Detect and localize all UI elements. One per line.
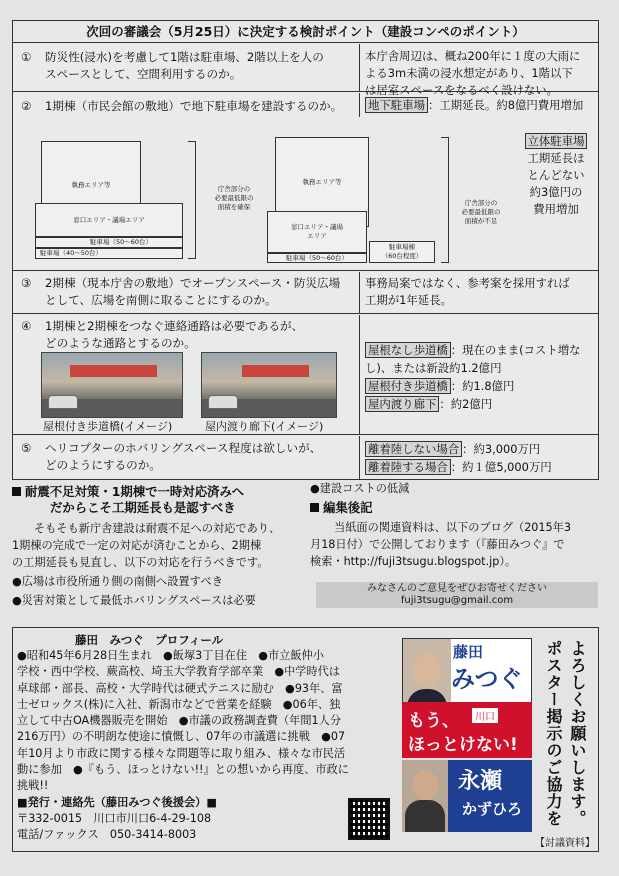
table-row-5: ⑤ ヘリコプターのホバリングスペース程度は欲しいが、 どのようにするのか。 離着陸しない場合 ：約3,000万円 離着陸する場合 ：約１億5,000万円 — [13, 436, 598, 480]
qr-code[interactable] — [348, 798, 390, 840]
email-link[interactable]: fuji3tsugu@gmail.com — [400, 595, 514, 606]
left-column: 耐震不足対策・1期棟で一時対応済みへ だからこそ工期延長も是認すべき そもそも新庁舎建設は耐震不足への対応であり、 1期棟の完成で一定の対応が済むことから、2期棟 の工期延長も見直し、以下の対応を行うべきです。 ●広場は市役所通り側の南側へ設置すべき ●災害対策として最低ホバリングスペースは必要 — [12, 484, 312, 609]
table-title: 次回の審議会（5月25日）に決定する検討ポイント（建設コンペのポイント） — [13, 21, 598, 43]
section-heading: 編集後記 — [323, 500, 373, 515]
vertical-text: よろしくお願いします。 — [568, 640, 587, 827]
section-heading: だからこそ工期延長も是認すべき — [50, 500, 236, 515]
review-points-table — [12, 20, 599, 480]
question-text: どのような通路とするのか。 — [45, 336, 196, 350]
corridor-photo — [201, 352, 337, 418]
question-text: として、広場を南側に取ることにするのか。 — [45, 293, 277, 307]
answer-text: 事務局案ではなく、参考案を採用すれば — [365, 276, 570, 290]
table-row-2 — [13, 93, 598, 271]
option-tag: 屋根なし歩道橋 — [365, 342, 451, 358]
diagram-note: 庁舎部分の 必要最低限の 面積を確保 — [214, 185, 254, 211]
poster-fujita: 藤田 みつぐ — [402, 638, 532, 738]
bullet-item: ●災害対策として最低ホバリングスペースは必要 — [12, 594, 256, 607]
bullet-item: ●建設コストの低減 — [310, 482, 410, 495]
bullet-item: ●広場は市役所通り側の南側へ設置すべき — [12, 575, 223, 588]
poster-slogan: もう、 川口 ほっとけない! — [402, 702, 532, 758]
address-line: 〒332-0015 川口市川口6-4-29-108 — [17, 811, 212, 825]
profile-title: 藤田 みつぐ プロフィール — [75, 633, 224, 647]
photo-caption: 屋内渡り廊下(イメージ) — [205, 420, 324, 433]
section-heading: 耐震不足対策・1期棟で一時対応済みへ — [25, 484, 245, 499]
diagram-parking: 駐車場（50～60台） — [267, 253, 367, 263]
diagram-office-area: 執務エリア等 — [275, 137, 369, 227]
option-tag: 離着陸する場合 — [365, 459, 451, 475]
table-row-3 — [13, 272, 598, 314]
walkway-photo — [41, 352, 183, 418]
question-text: 2期棟（現本庁舎の敷地）でオープンスペース・防災広場 — [45, 276, 341, 290]
diagram-brace — [188, 141, 196, 259]
question-text: 1期棟と2期棟をつなぐ連絡通路は必要であるが、 — [45, 319, 304, 333]
diagram-parking: 駐車場（40～50台） — [35, 248, 183, 259]
row-number: ⑤ — [21, 441, 32, 455]
question-text: スペースとして、空間利用するのか。 — [45, 67, 242, 81]
diagram-brace — [441, 137, 449, 263]
row-number: ② — [21, 99, 32, 113]
footer-label: 【討議資料】 — [535, 838, 595, 849]
contact-box: みなさんのご意見をぜひお寄せください fuji3tsugu@gmail.com — [316, 582, 598, 608]
right-column: ●建設コストの低減 編集後記 当紙面の関連資料は、以下のブログ（2015年3 月18日付）で公開しております（『藤田みつぐ』で 検索・http://fuji3tsugu.blogspot.jp）。 — [310, 480, 606, 570]
answer-text: 工期が1年延長。 — [365, 293, 452, 307]
candidate-photo — [402, 760, 448, 832]
profile-box — [12, 627, 599, 852]
diagram-parking-tower: 駐車場棟 （60台程度） — [369, 241, 435, 263]
option-tag: 屋内渡り廊下 — [365, 396, 439, 412]
question-text: ヘリコプターのホバリングスペース程度は欲しいが、 — [45, 441, 322, 455]
diagram-counter-area: 窓口エリア・議場エリア — [35, 203, 183, 237]
vertical-text: ポスター掲示のご協力を — [544, 640, 563, 827]
question-text: 1期棟（市民会館の敷地）で地下駐車場を建設するのか。 — [45, 99, 343, 113]
option-block: 立体駐車場 工期延長ほ とんどない 約3億円の 費用増加 — [517, 133, 595, 218]
phone-line: 電話/ファックス 050-3414-8003 — [17, 828, 197, 842]
table-row-4: ④ 1期棟と2期棟をつなぐ連絡通路は必要であるが、 どのような通路とするのか。 屋根付き歩道橋(イメージ) 屋内渡り廊下(イメージ) 屋根なし歩道橋 ：現在のまま(コスト増な し)、または新設約1.2億円 屋根付き歩道橋 ：約1.8億円 屋内渡り廊下 ：約2億円 — [13, 315, 598, 435]
diagram-office-area: 執務エリア等 — [41, 141, 141, 229]
answer-text: 本庁舎周辺は、概ね200年に１度の大雨に — [365, 49, 581, 63]
question-text: どのようにするのか。 — [45, 458, 161, 472]
diagram-note: 庁舎部分の 必要最低限の 面積が不足 — [461, 199, 501, 225]
profile-text: ●昭和45年6月28日生まれ ●飯塚3丁目在住 ●市立飯仲小 学校・西中学校、蕨高校、埼玉大学教育学部卒業 ●中学時代は 卓球部・部長、高校・大学時代は硬式テニスに励む ●93年、富 士ゼロックス(株)に入社、新潟市などで営業を経験 ●06年、独 立して中古OA機器販売を開始 ●市議の政務調査費（年間1人分 216万円）の不明朗な使途に憤慨し、07年の市議選に挑戦 ●07 年10月より市政に関する様々な問題等に取り組み、様々な市民活 動に参加 ●『もう、ほっとけない!!』との想いから再度、市政に 挑戦!! ■発行・連絡先（藤田みつぐ後援会）■ 〒332-0015 川口市川口6-4-29-108 電話/ファックス 050-3414-8003 — [17, 648, 401, 844]
option-text: ：工期延長。約8億円費用増加 — [427, 98, 584, 112]
table-row-1 — [13, 44, 598, 97]
publisher-line: ■発行・連絡先（藤田みつぐ後援会）■ — [17, 795, 217, 809]
option-tag: 屋根付き歩道橋 — [365, 378, 451, 394]
option-tag: 離着陸しない場合 — [365, 441, 462, 457]
answer-text: よる3m未満の浸水想定があり、1階以下 — [365, 66, 573, 80]
poster-nagase: 永瀬 かずひろ — [402, 760, 532, 832]
answer-text: は居室スペースをなるべく設けない。 — [365, 83, 559, 97]
option-tag: 立体駐車場 — [525, 133, 588, 149]
row-number: ④ — [21, 319, 32, 333]
photo-caption: 屋根付き歩道橋(イメージ) — [43, 420, 173, 433]
diagram-counter-area: 窓口エリア・議場 エリア — [267, 211, 367, 253]
option-tag: 地下駐車場 — [365, 97, 428, 113]
diagram-parking: 駐車場（50～60台） — [35, 237, 183, 248]
row-number: ① — [21, 50, 32, 64]
question-text: 防災性(浸水)を考慮して1階は駐車場、2階以上を人の — [45, 50, 324, 64]
row-number: ③ — [21, 276, 32, 290]
